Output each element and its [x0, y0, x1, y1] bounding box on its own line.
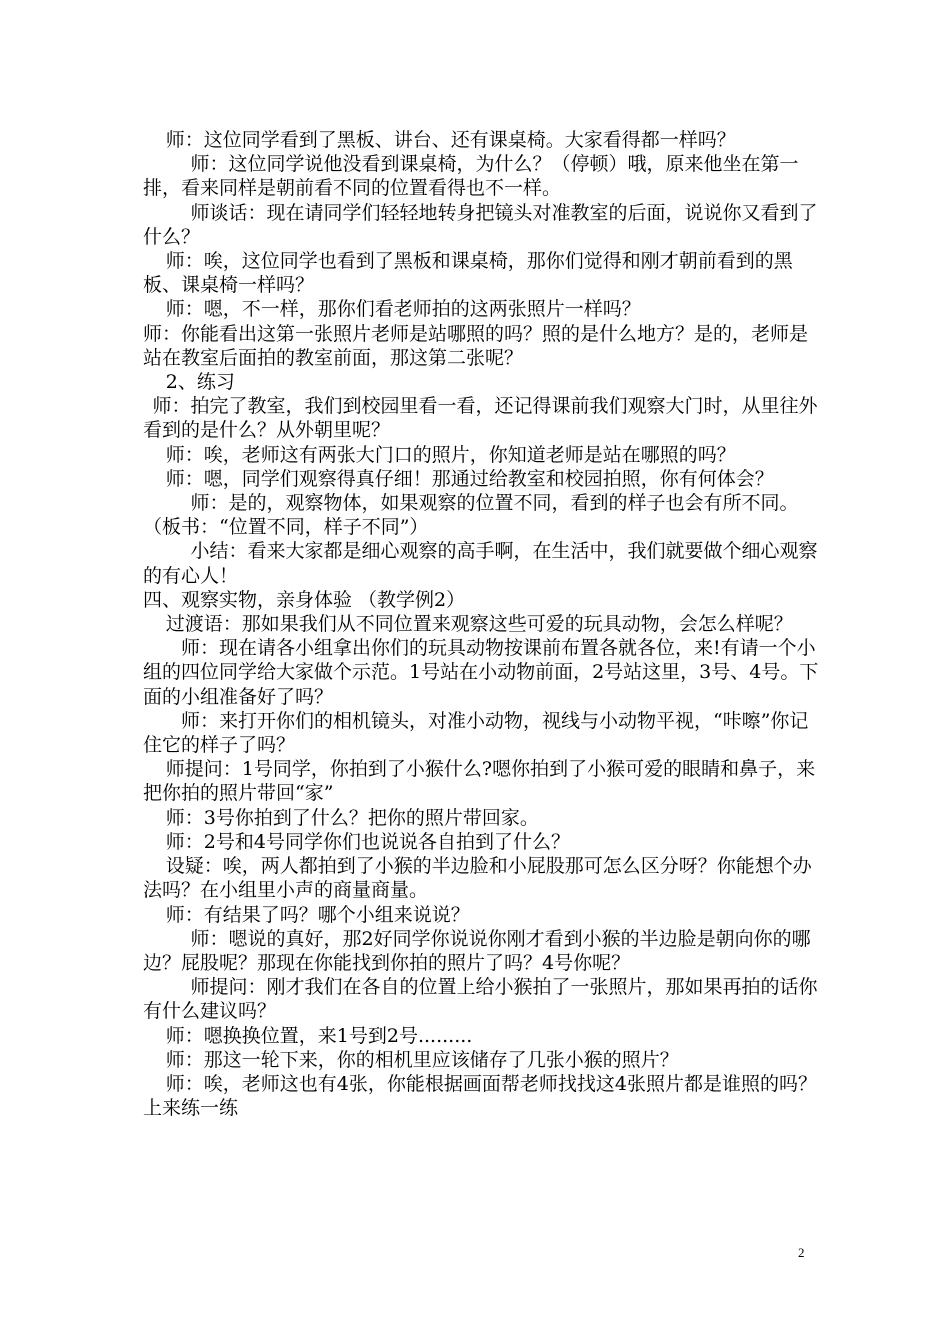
- paragraph: 师：那这一轮下来，你的相机里应该储存了几张小猴的照片？: [165, 1048, 679, 1071]
- section-subheading: 2、练习: [165, 371, 235, 394]
- paragraph: 师：2号和4号同学你们也说说各自拍到了什么？: [165, 830, 570, 853]
- paragraph: 师：有结果了吗？哪个小组来说说？: [165, 903, 470, 926]
- paragraph: 师提问：1号同学，你拍到了小猴什么?嗯你拍到了小猴可爱的眼睛和鼻子，来把你拍的照片带回“家”: [143, 758, 816, 805]
- paragraph: 师：嗯换换位置，来1号到2号.........: [165, 1024, 473, 1047]
- paragraph: 师：唉，老师这有两张大门口的照片，你知道老师是站在哪照的吗？: [165, 443, 736, 466]
- document-body: [143, 128, 823, 1120]
- paragraph: 师：来打开你们的相机镜头，对准小动物，视线与小动物平视，“咔嚓”你记住它的样子了吗？: [143, 709, 809, 757]
- paragraph: 师：这位同学看到了黑板、讲台、还有课桌椅。大家看得都一样吗？: [165, 129, 736, 151]
- paragraph: 设疑：唉，两人都拍到了小猴的半边脸和小屁股那可怎么区分呀？你能想个办法吗？在小组里小声的商量商量。: [143, 855, 812, 902]
- paragraph: 师：嗯，同学们观察得真仔细！那通过给教室和校园拍照，你有何体会？: [165, 467, 774, 490]
- paragraph: 师：3号你拍到了什么？把你的照片带回家。: [165, 806, 539, 829]
- paragraph: 师谈话：现在请同学们轻轻地转身把镜头对准教室的后面，说说你又看到了什么？: [143, 201, 818, 248]
- paragraph: 师提问：刚才我们在各自的位置上给小猴拍了一张照片，那如果再拍的话你有什么建议吗？: [143, 976, 818, 1023]
- paragraph: 师：现在请各小组拿出你们的玩具动物按课前布置各就各位，来!有请一个小组的四位同学给大家做个示范。1号站在小动物前面，2号站这里，3号、4号。下面的小组准备好了吗？: [143, 637, 819, 708]
- paragraph: 师：嗯说的真好，那2好同学你说说你刚才看到小猴的半边脸是朝向你的哪边？屁股呢？那现在你能找到你拍的照片了吗？4号你呢？: [143, 927, 811, 974]
- paragraph: 师：唉，老师这也有4张，你能根据画面帮老师找找这4张照片都是谁照的吗？上来练一练: [143, 1072, 817, 1120]
- paragraph: 师：嗯，不一样，那你们看老师拍的这两张照片一样吗？: [165, 298, 641, 321]
- paragraph: 师：拍完了教室，我们到校园里看一看，还记得课前我们观察大门时，从里往外看到的是什么？从外朝里呢？: [143, 395, 818, 442]
- page-number: 2: [798, 1245, 805, 1260]
- paragraph: 过渡语：那如果我们从不同位置来观察这些可爱的玩具动物，会怎么样呢？: [165, 613, 793, 636]
- paragraph: 师：这位同学说他没看到课桌椅，为什么？（停顿）哦，原来他坐在第一排，看来同样是朝前看不同的位置看得也不一样。: [143, 153, 799, 200]
- paragraph: 师：你能看出这第一张照片老师是站哪照的吗？照的是什么地方？是的，老师是站在教室后面拍的教室前面，那这第二张呢？: [143, 322, 809, 369]
- paragraph: 师：是的，观察物体，如果观察的位置不同，看到的样子也会有所不同。（板书：“位置不同，样子不同”）: [143, 492, 799, 539]
- section-heading: 四、观察实物，亲身体验 （教学例2）: [143, 588, 466, 611]
- paragraph: 小结：看来大家都是细心观察的高手啊，在生活中，我们就要做个细心观察的有心人！: [143, 540, 818, 587]
- paragraph: 师：唉，这位同学也看到了黑板和课桌椅，那你们觉得和刚才朝前看到的黑板、课桌椅一样吗？: [143, 250, 793, 297]
